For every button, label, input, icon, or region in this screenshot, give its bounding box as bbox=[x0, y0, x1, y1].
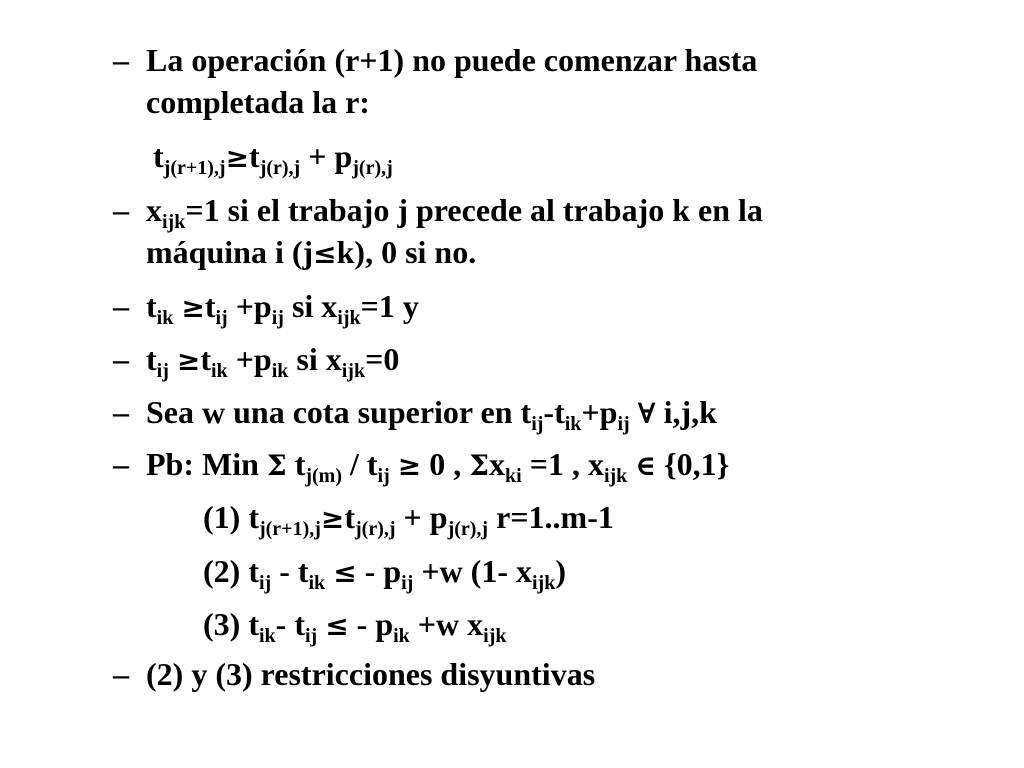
formula-text: t bbox=[286, 446, 306, 482]
subscript: ki bbox=[505, 465, 522, 487]
formula-text: t bbox=[146, 288, 157, 324]
subscript: j(r),j bbox=[355, 518, 396, 540]
bullet-dash: – bbox=[113, 394, 129, 430]
formula-text: +p bbox=[581, 394, 618, 430]
leq-symbol: ≤ bbox=[333, 556, 357, 589]
subscript: ij bbox=[258, 572, 272, 594]
formula-text: / t bbox=[341, 446, 378, 482]
formula-text: +p bbox=[227, 288, 272, 324]
subscript: j(r),j bbox=[352, 157, 393, 179]
subscript: ik bbox=[258, 625, 276, 647]
bullet-xijk-def bbox=[113, 190, 763, 233]
subscript: ij bbox=[377, 465, 390, 487]
subscript: j(r+1),j bbox=[163, 157, 226, 179]
element-of-symbol: ∈ bbox=[635, 449, 657, 482]
subscript: ij bbox=[401, 572, 414, 594]
formula-text: t bbox=[146, 341, 157, 377]
subscript: ij bbox=[215, 307, 228, 329]
bullet-text: La operación (r+1) no puede comenzar hasta bbox=[146, 42, 758, 78]
bullet-constraint-a bbox=[113, 286, 419, 329]
formula-text bbox=[169, 341, 177, 377]
subscript: ijk bbox=[531, 572, 556, 594]
formula-text: - t bbox=[271, 553, 309, 589]
formula-text: =1 , x bbox=[521, 446, 604, 482]
geq-symbol: ≥ bbox=[320, 502, 345, 535]
formula-text: x bbox=[489, 446, 506, 482]
leq-symbol: ≤ bbox=[325, 609, 349, 642]
formula-text: Sea w una cota superior en t bbox=[146, 394, 532, 430]
formula-text bbox=[317, 606, 325, 642]
formula-text: +w x bbox=[409, 606, 484, 642]
bullet-dash: – bbox=[113, 288, 129, 324]
subscript: j(m) bbox=[305, 465, 342, 487]
formula-text: + p bbox=[300, 138, 353, 174]
bullet-disjunctive bbox=[113, 654, 596, 694]
bullet-text: k), 0 si no. bbox=[336, 234, 477, 270]
forall-symbol: ∀ bbox=[637, 397, 656, 430]
sigma-symbol: Σ bbox=[469, 449, 490, 482]
subscript: ijk bbox=[337, 307, 361, 329]
bullet-dash: – bbox=[113, 656, 129, 692]
bullet-dash: – bbox=[113, 341, 129, 377]
formula-text: -t bbox=[543, 394, 565, 430]
subscript: ik bbox=[211, 360, 228, 382]
formula-text: r=1..m-1 bbox=[488, 499, 614, 535]
geq-symbol: ≥ bbox=[181, 291, 205, 324]
formula-text: + p bbox=[395, 499, 448, 535]
formula-text: t bbox=[204, 288, 216, 324]
formula-text: +w (1- x bbox=[413, 553, 532, 589]
constraint-2 bbox=[203, 551, 566, 593]
subscript: ij bbox=[531, 413, 544, 435]
subscript: j(r),j bbox=[447, 518, 489, 540]
subscript: ik bbox=[393, 625, 410, 647]
formula-text: - p bbox=[348, 606, 394, 642]
subscript: ijk bbox=[162, 211, 186, 233]
geq-symbol: ≥ bbox=[225, 141, 250, 174]
constraint-3 bbox=[203, 604, 506, 646]
bullet-dash: – bbox=[113, 192, 129, 228]
bullet-dash: – bbox=[113, 446, 129, 482]
leq-symbol: ≤ bbox=[313, 237, 337, 270]
geq-symbol: ≥ bbox=[397, 449, 422, 482]
subscript: ik bbox=[564, 413, 582, 435]
formula-text: i,j,k bbox=[655, 394, 717, 430]
formula-text bbox=[630, 394, 638, 430]
subscript: ij bbox=[617, 413, 630, 435]
subscript: ijk bbox=[603, 465, 628, 487]
formula-text: ) bbox=[555, 553, 566, 589]
bullet-precedence bbox=[113, 40, 758, 80]
formula-text: (1) t bbox=[203, 499, 259, 535]
formula-text: - p bbox=[356, 553, 402, 589]
bullet-precedence-cont bbox=[146, 82, 370, 122]
formula-text bbox=[390, 446, 398, 482]
formula-text: t bbox=[153, 138, 164, 174]
subscript: ijk bbox=[483, 625, 507, 647]
bullet-constraint-b bbox=[113, 339, 400, 382]
formula-text: - t bbox=[275, 606, 305, 642]
subscript: j(r+1),j bbox=[258, 518, 321, 540]
bullet-problem bbox=[113, 444, 730, 487]
formula-text: (2) t bbox=[203, 553, 259, 589]
bullet-text: (2) y (3) restricciones disyuntivas bbox=[146, 656, 596, 692]
formula-text: 0 , bbox=[421, 446, 470, 482]
formula-precedence bbox=[153, 136, 393, 178]
subscript: ik bbox=[308, 572, 326, 594]
formula-text bbox=[325, 553, 333, 589]
bullet-text: =1 si el trabajo j precede al trabajo k en la bbox=[185, 192, 763, 228]
formula-text: Pb: Min bbox=[146, 446, 267, 482]
bullet-upper-bound bbox=[113, 392, 717, 435]
formula-text: +p bbox=[227, 341, 272, 377]
bullet-xijk-def-cont bbox=[146, 232, 476, 274]
bullet-dash: – bbox=[113, 42, 129, 78]
bullet-text: completada la r: bbox=[146, 84, 370, 120]
subscript: ik bbox=[156, 307, 174, 329]
formula-text: (3) t bbox=[203, 606, 259, 642]
subscript: ij bbox=[304, 625, 318, 647]
formula-text: =1 y bbox=[360, 288, 419, 324]
subscript: ijk bbox=[341, 360, 366, 382]
formula-text: si x bbox=[288, 341, 342, 377]
subscript: j(r),j bbox=[259, 157, 301, 179]
formula-text: si x bbox=[283, 288, 338, 324]
bullet-text: máquina i (j bbox=[146, 234, 314, 270]
sigma-symbol: Σ bbox=[266, 449, 287, 482]
subscript: ij bbox=[156, 360, 169, 382]
formula-text: t bbox=[344, 499, 356, 535]
subscript: ij bbox=[271, 307, 284, 329]
subscript: ik bbox=[271, 360, 289, 382]
geq-symbol: ≥ bbox=[176, 344, 201, 377]
formula-text: t bbox=[249, 138, 260, 174]
formula-text: {0,1} bbox=[656, 446, 730, 482]
constraint-1 bbox=[203, 497, 614, 539]
formula-text: =0 bbox=[365, 341, 400, 377]
bullet-text: x bbox=[146, 192, 162, 228]
formula-text: t bbox=[200, 341, 211, 377]
